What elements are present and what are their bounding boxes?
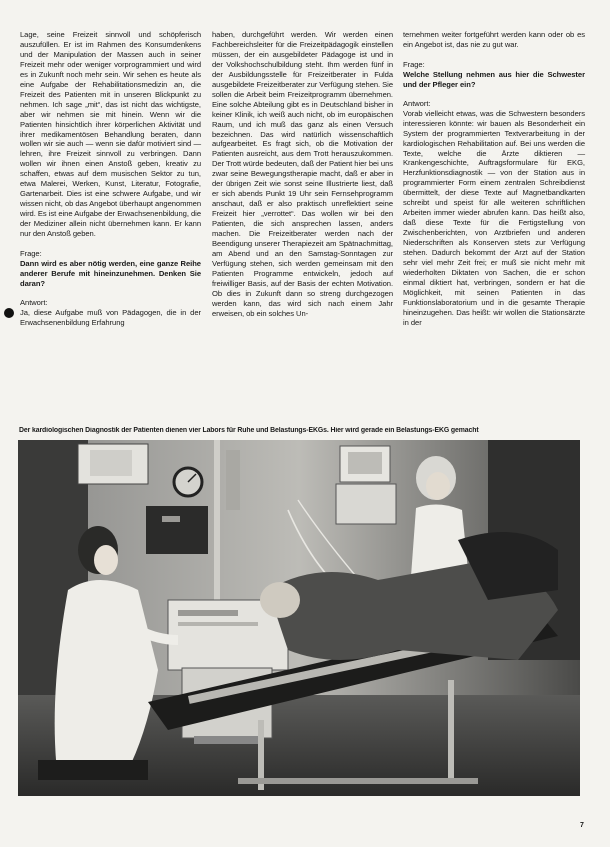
photo-caption: Der kardiologischen Diagnostik der Patienten dienen vier Labors für Ruhe und Belastungs-EKGs. Hier wird gerade ein Belastungs-EKG gemacht: [19, 427, 479, 434]
ecg-lab-photo: [18, 440, 580, 796]
answer-text: Ja, diese Aufgabe muß von Pädagogen, die in der Erwachsenenbildung Erfahrung: [20, 307, 201, 327]
punch-hole: [4, 308, 14, 318]
question-text: Welche Stellung nehmen aus hier die Schwester und der Pfleger ein?: [403, 69, 585, 89]
article-paragraph: Lage, seine Freizeit sinnvoll und schöpferisch auszufüllen. Er ist im Rahmen des Konsumdenkens und der Manipulation der Massen auch in seiner Freizeit mehr oder weniger vorprogrammiert und wird es in Zukunft noch mehr sein. Wir sehen es heute als eine Aufgabe der Rehabilitationsmedizin an, die Freizeit des Patienten mit in unseren Blickpunkt zu nehmen. Ich sage „mit“, das ist nicht das wichtigste, aber wir nehmen sie mit hinein. Wenn wir die Patienten hinsichtlich ihrer körperlichen Aktivität und ihrer medikamentösen Behandlung beraten, dann wollen wir sie auch — wenn sie dafür motiviert sind — lehren, ihre Freizeit sinnvoll zu verbringen. Dann wollen wir ihnen einen Anstoß geben, kreativ zu schaffen, etwas auf dem musischen Sektor zu tun, etwa Malerei, Werken, Kunst, Literatur, Fotografie, Gartenarbeit. Dies ist eine schwere Aufgabe, und wir wissen nicht, ob das Angebot überhaupt angenommen wird. Es ist eine Aufgabe der Erwachsenenbildung, die der Mediziner allein nicht übernehmen kann. Er kann nur den Anstoß geben.: [20, 30, 201, 239]
article-column-2: [212, 30, 393, 319]
question-text: Dann wird es aber nötig werden, eine ganze Reihe anderer Berufe mit hineinzunehmen. Denken Sie daran?: [20, 258, 201, 288]
photo-illustration: [18, 440, 580, 796]
article-paragraph: haben, durchgeführt werden. Wir werden einen Fachbereichsleiter für die Freizeitpädagogik einstellen müssen, der ein ausgebildeter Pädagoge ist und in der Volkshochschulbildung steht. Ihm werden fünf in der Ausbildungsstelle für Freizeitberater in Fulda ausgebildete Freizeitberater zur Verfügung stehen. Sie sollen die Arbeit beim Freizeitprogramm übernehmen. Eine solche Abteilung gibt es in Deutschland bisher in keiner Klinik, ich weiß auch nicht, ob im europäischen Raum, und ich muß das ganz als einen Versuch bezeichnen. Das wird natürlich wissenschaftlich aufgearbeitet. Es fragt sich, ob die Motivation der Patienten ausreicht, aus dem Trott herauszukommen. Der Trott würde bedeuten, daß der Patient hier bei uns zwar seine Bewegungstherapie macht, daß er aber in der übrigen Zeit wie sonst seine Illustrierte liest, daß er sich abends Punkt 19 Uhr sein Fernsehprogramm anschaut, daß er also praktisch unreflektiert seine Freizeit hier „verrottet“. Das wollen wir bei den Patienten, die sich ansprechen lassen, anders machen. Die Freizeitberater werden nach der Beendigung unserer Therapiezeit am Spätnachmittag, am Abend und an den Samstag-Sonntagen zur Verfügung stehen, sich werden gemeinsam mit den Patienten Programme entwickeln, jedoch auf freiwilliger Basis, auf der Basis der echten Motivation. Ob dies in Zukunft dann so streng durchgezogen werden kann, das wird sich nach einem Jahr erweisen, ob ein solches Un-: [212, 30, 393, 318]
article-column-1: [20, 30, 201, 328]
stool: [38, 760, 148, 780]
answer-text: Vorab vielleicht etwas, was die Schwestern besonders interessieren könnte: wir bauen als Besonderheit ein System der programmierten Textverarbeitung in der kardiologischen Rehabilitation auf. Bei uns werden die Texte, welche die Ärzte diktieren — Krankengeschichte, Auftragsformulare für EKG, Herzfunktionsdiagnostik — von der Station aus in programmierter Form einem zentralen Schreibdienst übermittelt, der diese Texte auf Magnetbandkarten schreibt und speist für alle weiteren schriftlichen Arbeiten immer wieder abrufen kann. Das heißt also, daß diese Texte für die Fertigstellung von Zwischenberichten, von Arztbriefen und anderen Niederschriften als Konserven stets zur Verfügung stehen. Dadurch bekommt der Arzt auf der Station sehr viel mehr Zeit frei; er muß sie nicht mehr mit wiederholten Diktaten von Sachen, die er schon einmal diktiert hat, verbringen, sondern er hat die Möglichkeit, mit seinen Patienten in das Funktionslaboratorium und in die gesamte Therapie hineinzugehen. Das heißt: wir wollen die Stationsärzte in der: [403, 108, 585, 327]
article-column-3: [403, 30, 585, 328]
article-paragraph: ternehmen weiter fortgeführt werden kann oder ob es ein Angebot ist, das nie zu gut war.: [403, 30, 585, 49]
question-label: Frage:: [403, 59, 425, 69]
page-number: 7: [580, 822, 584, 829]
question-label: Frage:: [20, 249, 42, 259]
answer-label: Antwort:: [20, 297, 48, 307]
answer-label: Antwort:: [403, 98, 431, 108]
wall-cabinet: [146, 506, 208, 554]
